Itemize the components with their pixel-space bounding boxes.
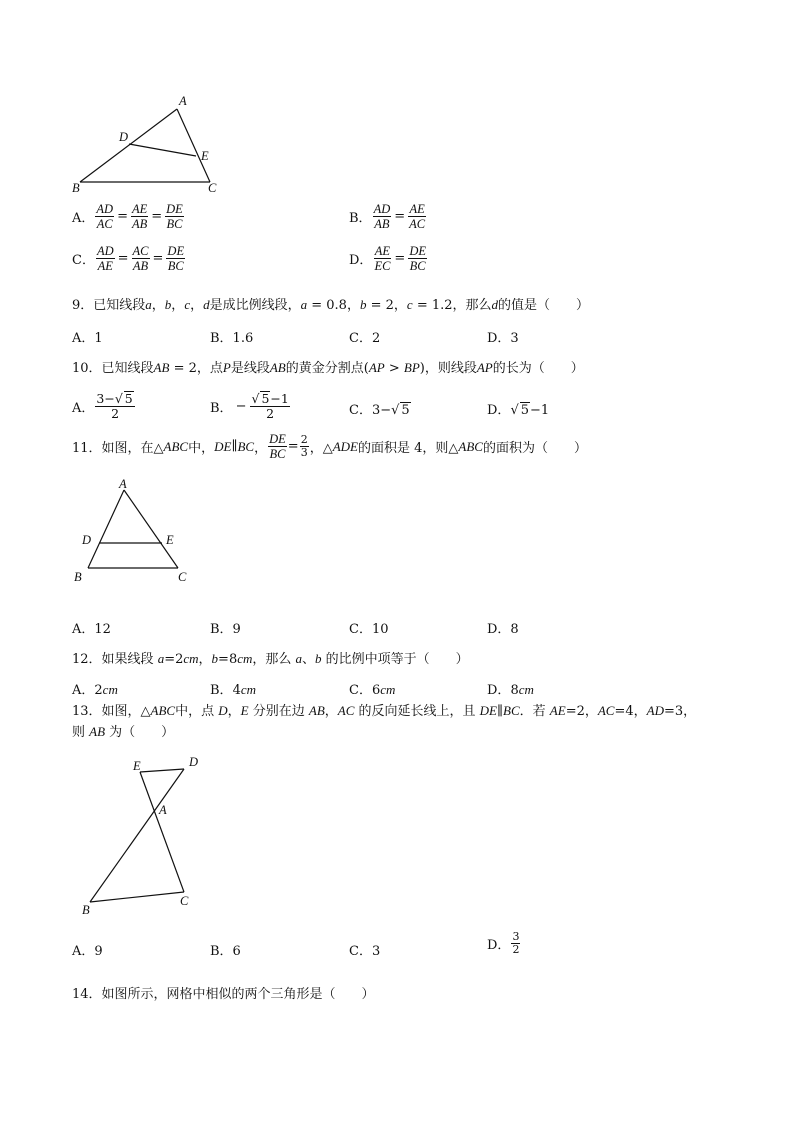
question-9-stem: 9．已知线段a，b，c，d是成比例线段，a = 0.8，b = 2，c = 1.2，那么d的值是（ ） <box>72 297 590 313</box>
fraction: $\frac{AE}{EC}$ <box>374 244 391 273</box>
label-D: D <box>189 755 199 769</box>
option-letter: C． <box>72 253 95 268</box>
q8-option-d[interactable] <box>349 244 428 273</box>
option-letter: D． <box>487 938 511 953</box>
q11-option-a[interactable]: A．12 <box>72 622 111 637</box>
q9-option-b[interactable]: B．1.6 <box>210 331 254 346</box>
q13-option-d[interactable] <box>487 931 521 956</box>
label-D: D <box>119 130 129 144</box>
fraction: $\frac{AE}{AB}$ <box>131 202 148 231</box>
q12-option-d[interactable]: D．8cm <box>487 682 534 698</box>
figure-q11-triangle <box>70 476 200 588</box>
q11-option-b[interactable]: B．9 <box>210 622 241 637</box>
q10-option-b[interactable] <box>210 391 291 421</box>
fraction: $\frac{AD}{AE}$ <box>96 244 114 273</box>
q13-option-b[interactable]: B．6 <box>210 944 241 959</box>
fraction: $\frac{2}{3}$ <box>300 433 308 459</box>
figure-q8-triangle <box>68 92 228 196</box>
equals-sign: = <box>152 251 164 266</box>
label-D: D <box>82 533 92 547</box>
label-A: A <box>159 803 167 817</box>
fraction: $\frac{AD}{AB}$ <box>373 202 391 231</box>
option-letter: A． <box>72 211 95 226</box>
q8-option-b[interactable] <box>349 202 427 231</box>
label-B: B <box>72 181 80 195</box>
fraction: $\frac{DE}{BC}$ <box>269 432 286 461</box>
figure-q13-triangles <box>76 752 206 922</box>
equals-sign: = <box>394 209 406 224</box>
option-letter: B． <box>210 400 233 416</box>
q8-option-c[interactable] <box>72 244 186 273</box>
fraction: $\frac{AD}{AC}$ <box>96 202 114 231</box>
option-letter: B． <box>349 211 372 226</box>
label-C: C <box>180 894 189 908</box>
q10-option-a[interactable] <box>72 391 136 421</box>
fraction: $\frac{DE}{BC}$ <box>167 244 185 273</box>
q9-option-d[interactable]: D．3 <box>487 331 519 346</box>
label-C: C <box>178 570 187 584</box>
equals-sign: = <box>117 251 129 266</box>
label-A: A <box>179 94 187 108</box>
q12-option-c[interactable]: C．6cm <box>349 682 396 698</box>
q11-option-c[interactable]: C．10 <box>349 622 389 637</box>
fraction: $\frac{DE}{BC}$ <box>409 244 426 273</box>
q9-option-a[interactable]: A．1 <box>72 331 103 346</box>
fraction: $\frac{3-√ 5}{2}$ <box>96 391 133 421</box>
equals-sign: = <box>394 251 406 266</box>
label-E: E <box>166 533 174 547</box>
fraction: $\frac{√ 5-1}{2}$ <box>251 391 289 421</box>
question-13-stem-line2: 则 AB 为（ ） <box>72 724 175 740</box>
label-C: C <box>208 181 217 195</box>
minus-sign: − <box>235 398 247 414</box>
option-letter: D． <box>349 253 373 268</box>
equals-sign: = <box>117 209 128 224</box>
label-B: B <box>82 903 90 917</box>
question-13-stem: 13．如图，△ABC中，点 D，E 分别在边 AB，AC 的反向延长线上，且 DE∥BC．若 AE=2，AC=4，AD=3， <box>72 703 697 719</box>
fraction: $\frac{AE}{AC}$ <box>409 202 426 231</box>
q9-option-c[interactable]: C．2 <box>349 331 381 346</box>
fraction: $\frac{AC}{AB}$ <box>132 244 149 273</box>
question-12-stem: 12．如果线段 a=2cm，b=8cm，那么 a、b 的比例中项等于（ ） <box>72 651 469 667</box>
q8-option-a[interactable] <box>72 202 185 231</box>
fraction: $\frac{3}{2}$ <box>512 930 520 956</box>
q12-option-a[interactable]: A．2cm <box>72 682 118 698</box>
q10-option-d[interactable]: D．√ 5−1 <box>487 403 550 418</box>
question-10-stem: 10．已知线段AB = 2，点P是线段AB的黄金分割点(AP > BP)，则线段AP的长为（ ） <box>72 360 584 376</box>
q12-option-b[interactable]: B．4cm <box>210 682 257 698</box>
question-14-stem: 14．如图所示，网格中相似的两个三角形是（ ） <box>72 987 375 1002</box>
label-E: E <box>133 759 141 773</box>
fraction: $\frac{DE}{BC}$ <box>166 202 183 231</box>
q13-option-c[interactable]: C．3 <box>349 944 381 959</box>
option-letter: A． <box>72 400 95 416</box>
label-E: E <box>201 149 209 163</box>
question-11-stem: 11．如图，在△ ABC 中， DE ∥ BC ， $\frac{DE}{BC}$ = $\frac{2}{3}$ ，△ ADE 的面积是 4，则△ ABC 的面积为（ ） <box>72 432 587 461</box>
q11-option-d[interactable]: D．8 <box>487 622 519 637</box>
q13-option-a[interactable]: A．9 <box>72 944 103 959</box>
equals-sign: = <box>151 209 163 224</box>
label-A: A <box>119 477 127 491</box>
label-B: B <box>74 570 82 584</box>
q10-option-c[interactable]: C．3−√ 5 <box>349 403 410 418</box>
